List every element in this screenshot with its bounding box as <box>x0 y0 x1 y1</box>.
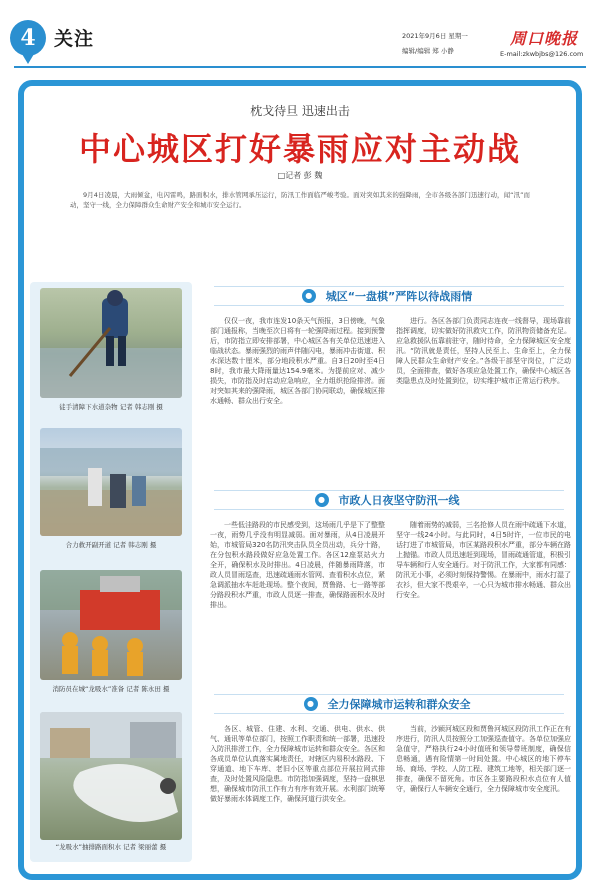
section2-col-left: 一些低洼路段的市民感受到，这场雨几乎是下了整整一夜，雨势几乎没有明显减弱。面对暴雨，从4日凌晨开始，市城管局320名防汛突击队员全员出动，兵分十路，在分包积水路段做好应急处置工作。各区12座泵站火力全开，确保积水及时排出。4日凌晨，伴随暴雨降落，市政人员冒雨巡查，迅速疏通雨水管网、查看积水点位，紧急调派抽水车赶赴现场。整个夜间，贾鲁路、七一路等部分路段积水严重，市政人员逐一排查，确保路面积水及时排出。 <box>210 521 385 609</box>
issue-date: 2021年9月6日 星期一 <box>402 32 468 40</box>
photo-caption-4: “龙吸水”抽排路面积水 记者 梁丽蕾 摄 <box>55 843 167 851</box>
photo-pump-water <box>40 712 182 840</box>
photo-column <box>30 282 192 862</box>
section1-heading <box>214 286 564 306</box>
section2-heading <box>214 490 564 510</box>
page-number-badge: 4 <box>10 20 46 56</box>
rescue-image <box>40 428 182 536</box>
section-bullet-icon: ● <box>315 493 329 507</box>
section-bullet-icon: ● <box>302 289 316 303</box>
section3-col-left: 各区、城管、住建、水利、交通、供电、供水、供气、通讯等单位部门，按照工作职责和统一部署，迅速投入防汛排涝工作，全力保障城市运转和群众安全。各区和各成员单位认真落实属地责任，对辖区内易积水路段、下穿通道、地下车库、老旧小区等重点部位开展拉网式排查，及时处置风险隐患。市防指加强调度，坚持一盘棋思想，确保城市防汛工作有力有序有效开展。水利部门统筹做好暴雨水体调度工作，确保河道行洪安全。 <box>210 725 385 803</box>
pump-image <box>40 712 182 840</box>
article-title: 中心城区打好暴雨应对主动战 <box>78 130 521 168</box>
section-name: 关注 <box>54 28 95 50</box>
header-rule <box>14 66 586 68</box>
section1-col-right: 进行。各区各部门负责同志连夜一线督导，现场靠前指挥调度，切实做好防汛救灾工作，防汛物资储备充足。应急救援队伍靠前驻守，随时待命，全力保障城区安全度汛。“防汛就是责任，坚持人民至上、生命至上，全力保障人民群众生命财产安全。”各级干部坚守岗位，广泛动员，全面排查，做好各项应急处置工作，确保中心城区各类隐患点及时处置到位，切实维护城市正常运行秩序。 <box>396 317 571 385</box>
section1-heading-text: 城区“一盘棋”严阵以待战雨情 <box>322 288 476 304</box>
contact-email: E-mail:zkwbjbs@126.com <box>500 50 584 58</box>
article-kicker: 枕戈待旦 迅速出击 <box>250 104 350 118</box>
section3-heading-text: 全力保障城市运转和群众安全 <box>324 696 475 712</box>
section3-heading <box>214 694 564 714</box>
photo-clearing-drain <box>40 288 182 398</box>
page-header <box>0 0 600 66</box>
photo-caption-2: 合力救开副开道 记者 韩志刚 摄 <box>65 541 157 549</box>
newspaper-logo: 周口晚报 <box>510 29 579 48</box>
worker-image <box>40 288 182 398</box>
article-byline: □记者 彭 魏 <box>277 171 323 180</box>
photo-caption-1: 徒手清障下水道杂物 记者 韩志刚 摄 <box>59 403 163 411</box>
section2-col-right: 随着雨势的减弱，三名抢修人员在雨中疏通下水道，坚守一线24小时。与此同时，4日5时许，一位市民的电话打进了市城管局，市区某路段积水严重，部分车辆在路上抛锚。市政人员迅速赶到现场，冒雨疏通管道，积极引导车辆和行人安全通行。对于防汛工作，大家都有同感：防汛无小事，必须时刻保持警惕。在暴雨中，雨水打湿了衣衫，但大家不畏艰辛，一心只为城市排水畅通、群众出行安全。 <box>396 521 571 599</box>
editors: 编辑/编辑 郑 小静 <box>402 47 454 55</box>
photo-firefighters <box>40 570 182 680</box>
section2-heading-text: 市政人日夜坚守防汛一线 <box>335 492 464 508</box>
firefighter-image <box>40 570 182 680</box>
photo-caption-3: 消防员在城“龙吸水”准备 记者 陈永田 摄 <box>52 685 170 693</box>
photo-push-vehicle <box>40 428 182 536</box>
section-bullet-icon: ● <box>304 697 318 711</box>
article-lead: 9月4日凌晨，大雨倾盆，电闪雷鸣，路面积水，排水管网承压运行，防汛工作面临严峻考验。面对突如其来的强降雨，全市各级各部门迅速行动，闻“汛”而动，坚守一线，全力保障群众生命财产安全和城市安全运行。 <box>70 191 530 209</box>
section3-col-right: 当前，沙颍河城区段和贾鲁河城区段防汛工作正在有序进行，防汛人员按照分工加强巡查值守。各单位加强应急值守，严格执行24小时值班和领导带班制度，确保信息畅通，遇有险情第一时间处置。中心城区的地下停车场、商场、学校、人防工程、建筑工地等，相关部门逐一排查，确保不留死角。市区各主要路段积水点位有人值守，确保行人车辆安全通行，全力保障城市安全度汛。 <box>396 725 571 793</box>
section1-col-left: 仅仅一夜，我市连发10条天气预报，3日傍晚，气象部门通报称，当晚至次日将有一轮强降雨过程。接到预警后，市防指立即安排部署，中心城区各有关单位迅速进入临战状态。暴雨强烈的雨声伴随闪电，暴雨冲击街道、积水深达数十厘米，部分地段积水严重。自3日20时至4日8时，我市最大降雨量达154.9毫米。为提前应对、减少损失，市防指及时启动应急响应，全力组织抢险排涝。面对突如其来的强降雨，城区各部门协同联动，确保城区排水通畅、群众出行安全。 <box>210 317 385 405</box>
